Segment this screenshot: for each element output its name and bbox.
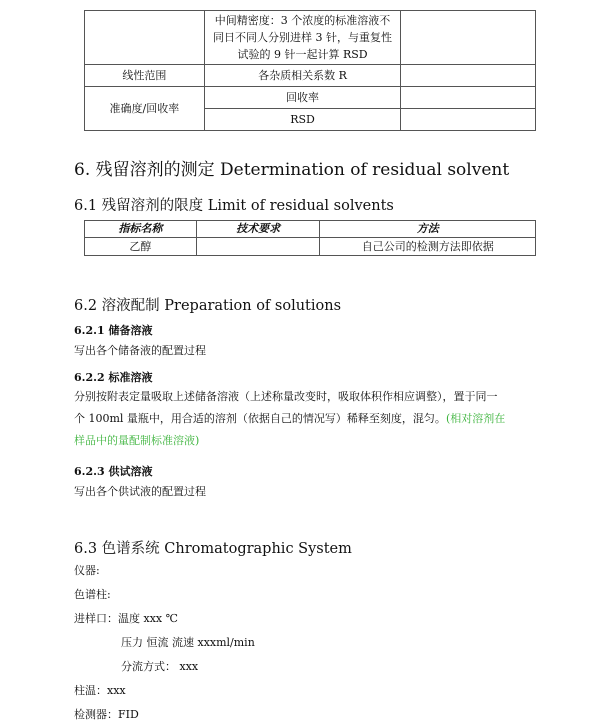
pressure-line: 压力 恒流 流速 xxxml/min bbox=[121, 636, 255, 649]
standard-solution-text bbox=[74, 386, 544, 452]
table-cell bbox=[85, 11, 205, 65]
column-temp-line: 柱温：xxx bbox=[74, 684, 126, 697]
test-solution-text: 写出各个供试液的配置过程 bbox=[74, 485, 206, 498]
solvent-limit-table bbox=[84, 220, 536, 256]
accuracy-label: 准确度/回收率 bbox=[85, 87, 205, 131]
instrument-line: 仪器: bbox=[74, 564, 100, 577]
standard-note-b: 样品中的量配制标准溶液) bbox=[74, 434, 200, 447]
section-6-2-3-heading: 6.2.3 供试溶液 bbox=[74, 465, 153, 478]
table-header-row bbox=[85, 221, 536, 238]
rsd-value: RSD bbox=[204, 109, 401, 131]
table-row bbox=[85, 65, 536, 87]
standard-note-a: (相对溶剂在 bbox=[445, 412, 506, 425]
section-6-3-heading: 6.3 色谱系统 Chromatographic System bbox=[74, 541, 352, 557]
column-line: 色谱柱: bbox=[74, 588, 111, 601]
solvent-requirement bbox=[196, 238, 320, 256]
table-row bbox=[85, 238, 536, 256]
table-cell bbox=[401, 11, 536, 65]
section-6-2-2-heading: 6.2.2 标准溶液 bbox=[74, 371, 153, 384]
precision-line-2: 同日不同人分别进样 3 针，与重复性 bbox=[213, 31, 393, 44]
table-cell bbox=[401, 87, 536, 109]
section-6-heading: 6. 残留溶剂的测定 Determination of residual solvent bbox=[74, 160, 510, 180]
standard-line-2-text: 个 100ml 量瓶中，用合适的溶剂（依据自己的情况写）稀释至刻度，混匀。 bbox=[74, 412, 446, 425]
standard-line-1: 分别按附表定量吸取上述储备溶液（上述称量改变时，吸取体积作相应调整），置于同一 bbox=[74, 390, 498, 403]
precision-cell bbox=[204, 11, 401, 65]
header-method: 方法 bbox=[320, 221, 536, 238]
table-cell bbox=[401, 109, 536, 131]
inlet-line: 进样口：温度 xxx ℃ bbox=[74, 612, 178, 625]
solvent-name: 乙醇 bbox=[85, 238, 197, 256]
validation-table bbox=[84, 10, 536, 131]
precision-line-1: 中间精密度：3 个浓度的标准溶液不 bbox=[214, 14, 391, 27]
solvent-method: 自己公司的检测方法即依据 bbox=[320, 238, 536, 256]
section-6-1-heading: 6.1 残留溶剂的限度 Limit of residual solvents bbox=[74, 198, 394, 214]
precision-line-3: 试验的 9 针一起计算 RSD bbox=[237, 48, 368, 61]
table-row bbox=[85, 87, 536, 109]
stock-solution-text: 写出各个储备液的配置过程 bbox=[74, 344, 206, 357]
header-indicator: 指标名称 bbox=[85, 221, 197, 238]
section-6-2-1-heading: 6.2.1 储备溶液 bbox=[74, 324, 153, 337]
table-cell bbox=[401, 65, 536, 87]
table-row bbox=[85, 11, 536, 65]
header-requirement: 技术要求 bbox=[196, 221, 320, 238]
section-6-2-heading: 6.2 溶液配制 Preparation of solutions bbox=[74, 298, 342, 314]
split-line: 分流方式： xxx bbox=[121, 660, 199, 673]
linear-range-value: 各杂质相关系数 R bbox=[204, 65, 401, 87]
standard-line-2 bbox=[74, 408, 544, 430]
recovery-value: 回收率 bbox=[204, 87, 401, 109]
linear-range-label: 线性范围 bbox=[85, 65, 205, 87]
detector-line: 检测器：FID bbox=[74, 708, 139, 721]
